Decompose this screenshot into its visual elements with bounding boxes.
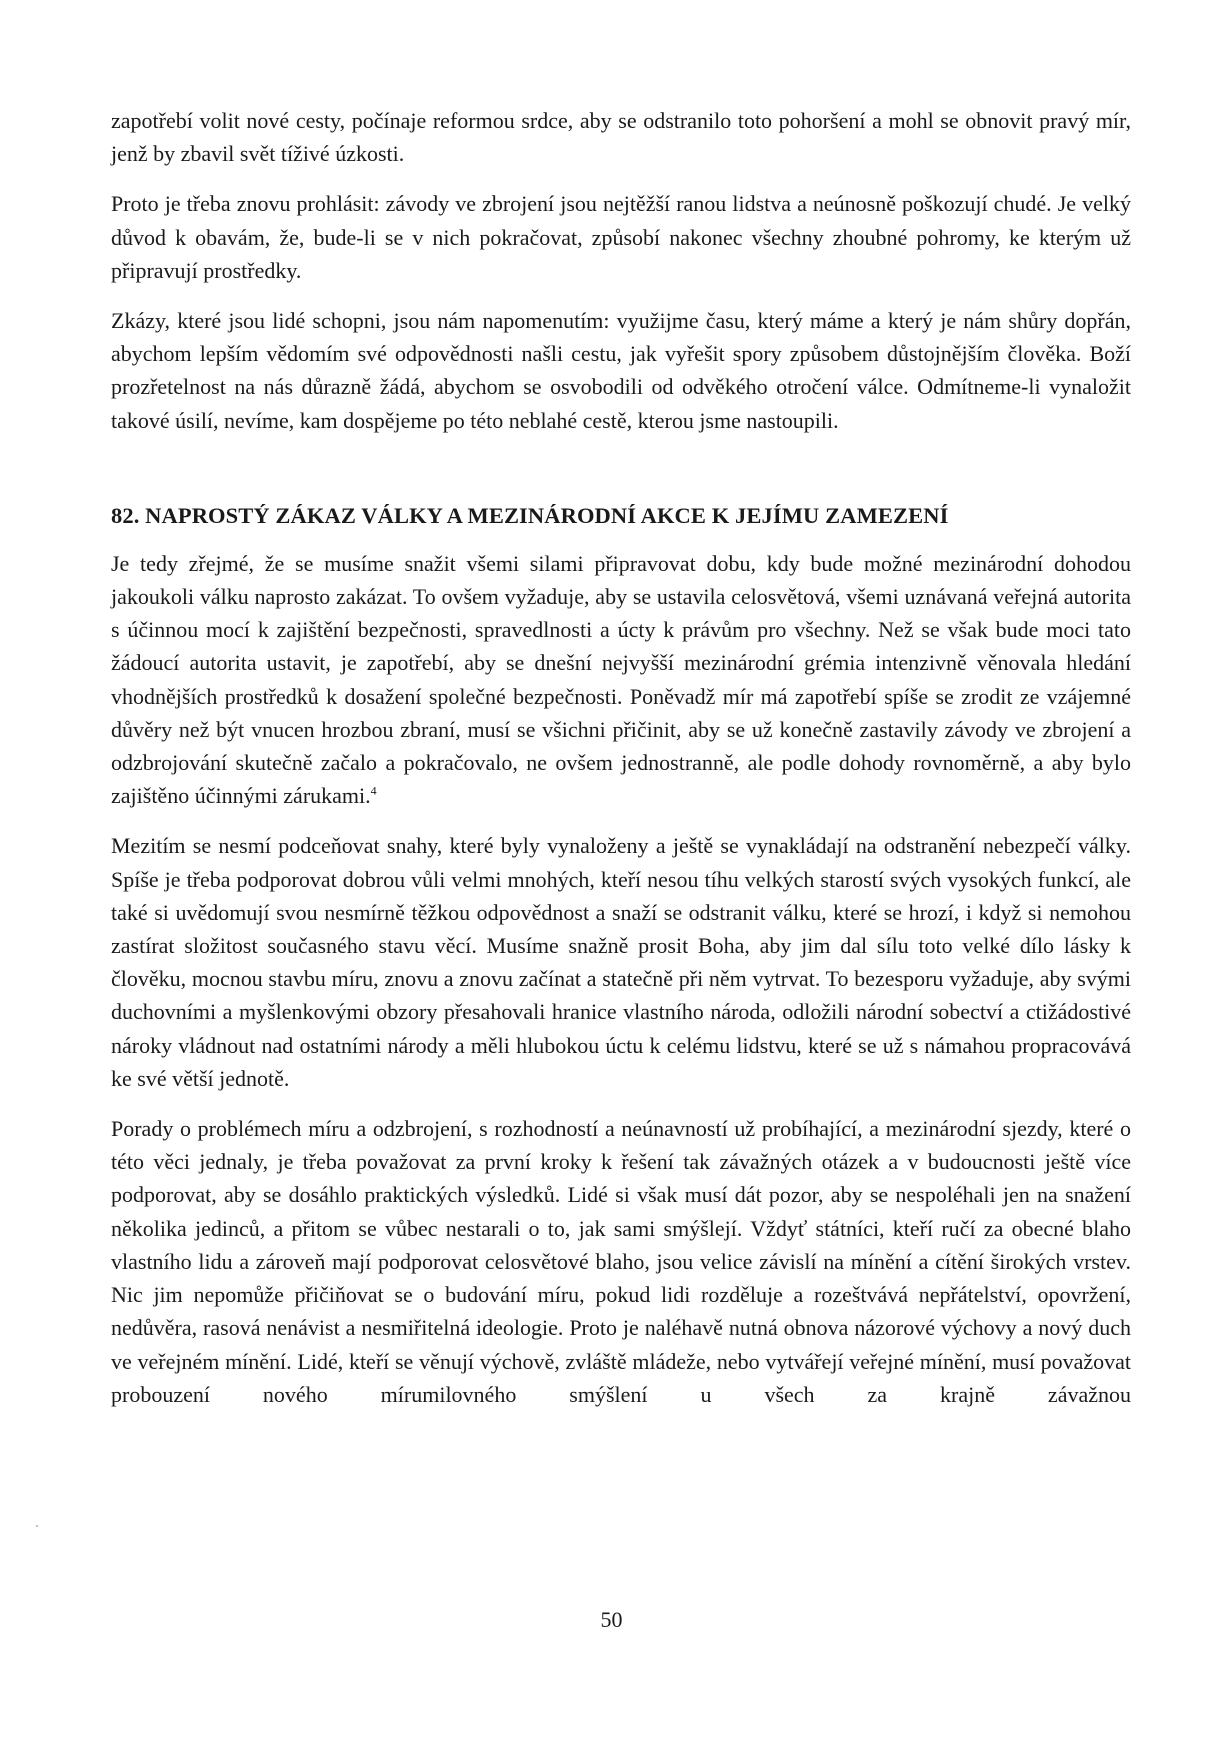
- page-number: 50: [600, 1607, 623, 1632]
- section-paragraph-1: [111, 547, 1131, 813]
- scan-speck: [36, 1525, 38, 1527]
- section-paragraph-3: Porady o problémech míru a odzbrojení, s rozhodností a neúnavností už probíhající, a mezinárodní sjezdy, které o této věci jednaly, je třeba považovat za první kroky k řešení tak závažných otázek a v budoucnosti ještě více podporovat, aby se dosáhlo praktických výsledků. Lidé si však musí dát pozor, aby se nespoléhali jen na snažení několika jedinců, a přitom se vůbec nestarali o to, jak sami smýšlejí. Vždyť státníci, kteří ručí za obecné blaho vlastního lidu a zároveň mají podporovat celosvětové blaho, jsou velice závislí na mínění a cítění širokých vrstev. Nic jim nepomůže přičiňovat se o budování míru, pokud lidi rozděluje a rozeštvává nepřátelství, opovržení, nedůvěra, rasová nenávist a nesmiřitelná ideologie. Proto je naléhavě nutná obnova názorové výchovy a nový duch ve veřejném mínění. Lidé, kteří se věnují výchově, zvláště mládeže, nebo vytvářejí veřejné mínění, musí považovat probouzení nového mírumilovného smýšlení u všech za krajně závažnou: [111, 1116, 1131, 1407]
- paragraph-top-3: Zkázy, které jsou lidé schopni, jsou nám napomenutím: využijme času, který máme a který je nám shůry dopřán, abychom lepším vědomím své odpovědnosti našli cestu, jak vyřešit spory způsobem důstojnějším člověka. Boží prozřetelnost na nás důrazně žádá, abychom se osvobodili od odvěkého otročení válce. Odmítneme-li vynaložit takové úsilí, nevíme, kam dospějeme po této neblahé cestě, kterou jsme nastoupili.: [111, 308, 1131, 433]
- section-paragraph-2: Mezitím se nesmí podceňovat snahy, které byly vynaloženy a ještě se vynakládají na odstranění nebezpečí války. Spíše je třeba podporovat dobrou vůli velmi mnohých, kteří nesou tíhu velkých starostí svých vysokých funkcí, ale také si uvědomují svou nesmírně těžkou odpovědnost a snaží se odstranit válku, které se hrozí, i když si nemohou zastírat složitost současného stavu věcí. Musíme snažně prosit Boha, aby jim dal sílu toto velké dílo lásky k člověku, mocnou stavbu míru, znovu a znovu začínat a statečně při něm vytrvat. To bezesporu vyžaduje, aby svými duchovními a myšlenkovými obzory přesahovali hranice vlastního národa, odložili národní sobectví a ctižádostivé nároky vládnout nad ostatními národy a měli hlubokou úctu k celému lidstvu, které se už s námahou propracovává ke své větší jednotě.: [111, 833, 1131, 1091]
- footnote-reference: 4: [370, 783, 377, 798]
- document-page: [111, 104, 1131, 1428]
- section-paragraph-1-text: Je tedy zřejmé, že se musíme snažit všemi silami připravovat dobu, kdy bude možné mezinárodní dohodou jakoukoli válku naprosto zakázat. To ovšem vyžaduje, aby se ustavila celosvětová, všemi uznávaná veřejná autorita s účinnou mocí k zajištění bezpečnosti, spravedlnosti a úcty k právům pro všechny. Než se však bude moci tato žádoucí autorita ustavit, je zapotřebí, aby se dnešní nejvyšší mezinárodní grémia intenzivně věnovala hledání vhodnějších prostředků k dosažení společné bezpečnosti. Poněvadž mír má zapotřebí spíše se zrodit ze vzájemné důvěry než být vnucen hrozbou zbraní, musí se všichni přičinit, aby se už konečně zastavily závody ve zbrojení a odzbrojování skutečně začalo a pokračovalo, ne ovšem jednostranně, ale podle dohody rovnoměrně, a aby bylo zajištěno účinnými zárukami.: [111, 550, 1131, 809]
- paragraph-top-2: Proto je třeba znovu prohlásit: závody ve zbrojení jsou nejtěžší ranou lidstva a neúnosně poškozují chudé. Je velký důvod k obavám, že, bude-li se v nich pokračovat, způsobí nakonec všechny zhoubné pohromy, ke kterým už připravují prostředky.: [111, 191, 1131, 283]
- section-heading: 82. NAPROSTÝ ZÁKAZ VÁLKY A MEZINÁRODNÍ AKCE K JEJÍMU ZAMEZENÍ: [111, 502, 949, 528]
- paragraph-top-1: zapotřebí volit nové cesty, počínaje reformou srdce, aby se odstranilo toto pohoršení a mohl se obnovit pravý mír, jenž by zbavil svět tíživé úzkosti.: [111, 108, 1131, 167]
